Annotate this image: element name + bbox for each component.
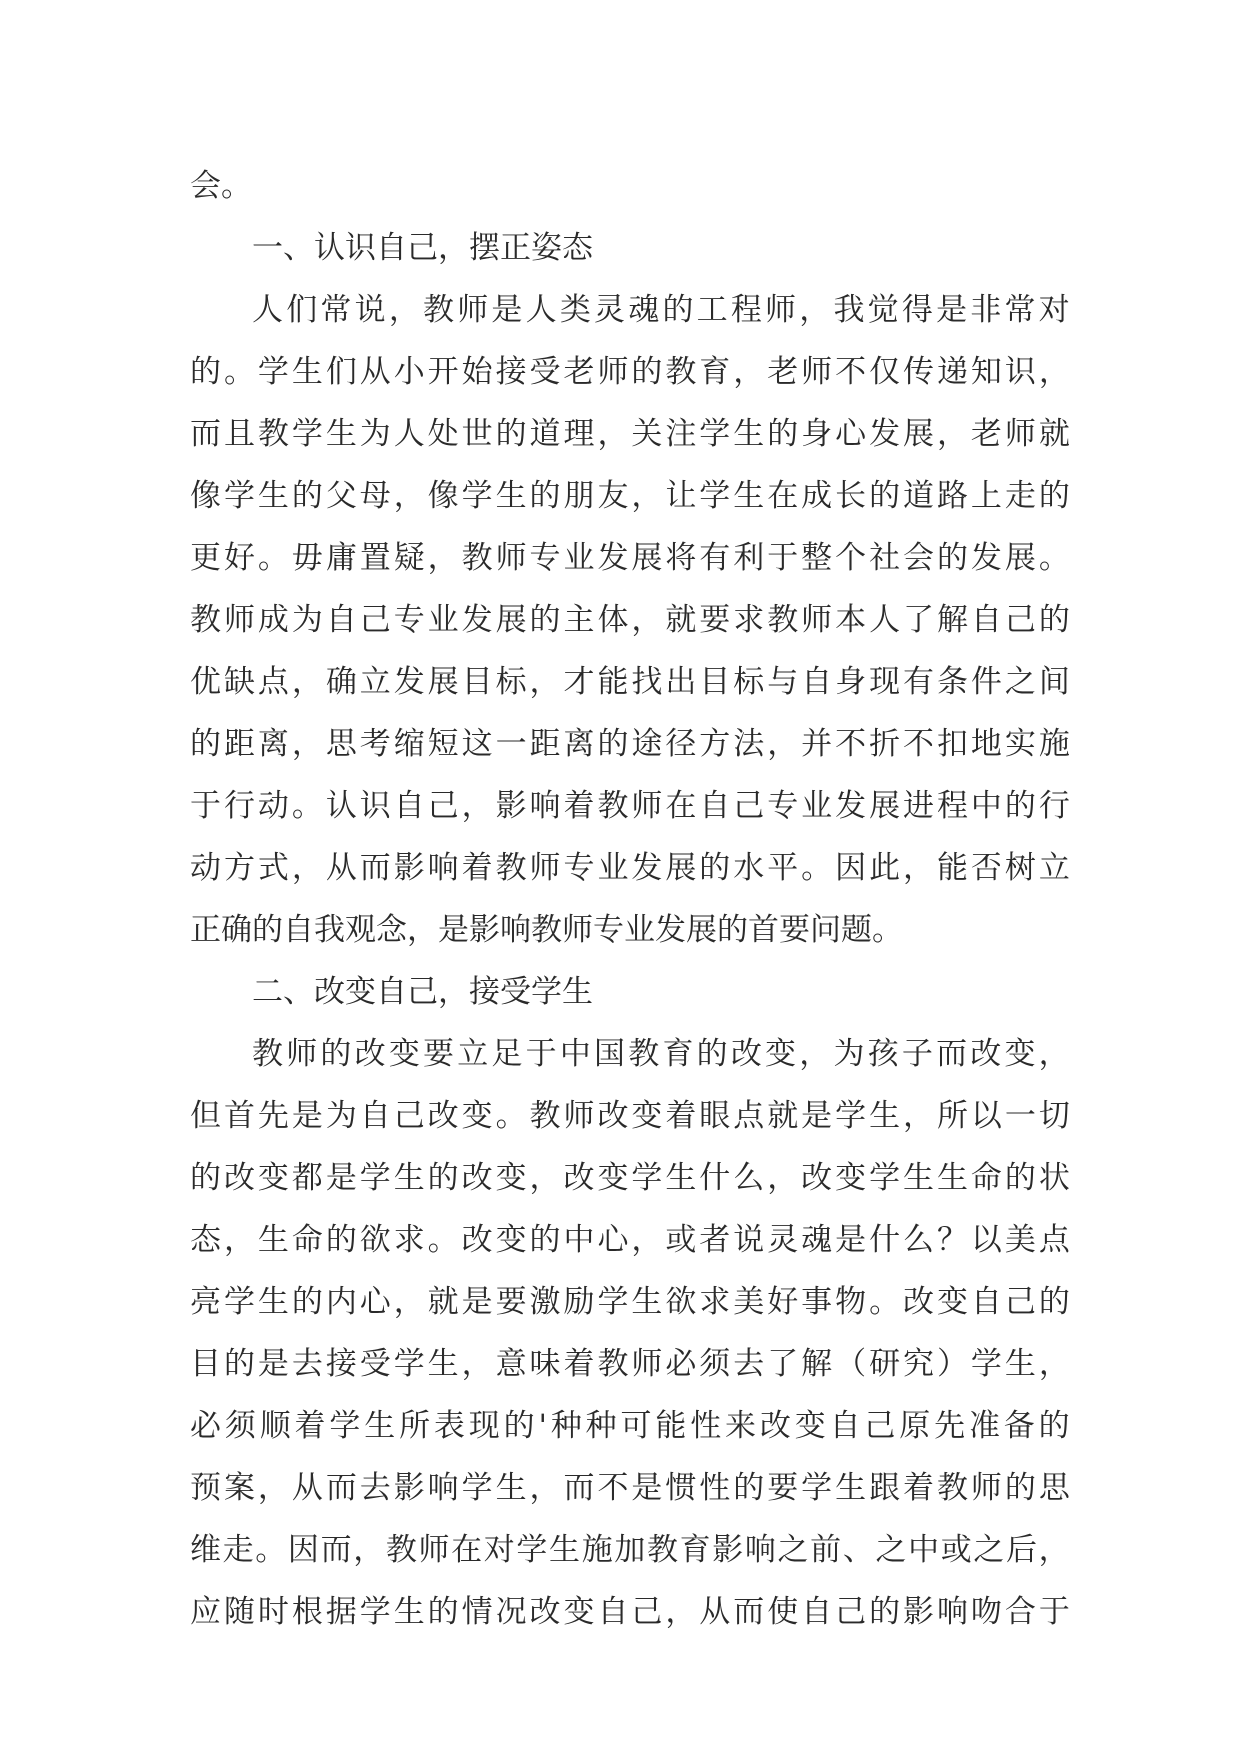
text-line: 教 师 的 改 变 要 立 足 于 中 国 教 育 的 改 变 ， 为 孩 子 而 改 变 ， bbox=[252, 1036, 1070, 1072]
text-line: 预 案 ， 从 而 去 影 响 学 生 ， 而 不 是 惯 性 的 要 学 生 跟 着 教 师 的 思 bbox=[190, 1470, 1070, 1506]
text-line: 会。 bbox=[190, 168, 252, 204]
text-line: 而 且 教 学 生 为 人 处 世 的 道 理 ， 关 注 学 生 的 身 心 发 展 ， 老 师 就 bbox=[190, 416, 1070, 452]
text-line: 一、认识自己，摆正姿态 bbox=[252, 230, 593, 266]
text-line: 目 的 是 去 接 受 学 生 ， 意 味 着 教 师 必 须 去 了 解 （ 研 究 ） 学 生 ， bbox=[190, 1346, 1070, 1382]
text-line: 人 们 常 说 ， 教 师 是 人 类 灵 魂 的 工 程 师 ， 我 觉 得 是 非 常 对 bbox=[252, 292, 1070, 328]
text-line: 教 师 成 为 自 己 专 业 发 展 的 主 体 ， 就 要 求 教 师 本 人 了 解 自 己 的 bbox=[190, 602, 1070, 638]
text-line: 维 走 。 因 而 ， 教 师 在 对 学 生 施 加 教 育 影 响 之 前 、 之 中 或 之 后 ， bbox=[190, 1532, 1070, 1568]
text-line: 必 须 顺 着 学 生 所 表 现 的 ' 种 种 可 能 性 来 改 变 自 己 原 先 准 备 的 bbox=[190, 1408, 1070, 1444]
text-line: 优 缺 点 ， 确 立 发 展 目 标 ， 才 能 找 出 目 标 与 自 身 现 有 条 件 之 间 bbox=[190, 664, 1070, 700]
text-line: 于 行 动 。 认 识 自 己 ， 影 响 着 教 师 在 自 己 专 业 发 展 进 程 中 的 行 bbox=[190, 788, 1070, 824]
document-body bbox=[190, 155, 1070, 1643]
text-line: 像 学 生 的 父 母 ， 像 学 生 的 朋 友 ， 让 学 生 在 成 长 的 道 路 上 走 的 bbox=[190, 478, 1070, 514]
text-line: 正确的自我观念，是影响教师专业发展的首要问题。 bbox=[190, 912, 903, 948]
text-line: 的 距 离 ， 思 考 缩 短 这 一 距 离 的 途 径 方 法 ， 并 不 折 不 扣 地 实 施 bbox=[190, 726, 1070, 762]
text-line: 但 首 先 是 为 自 己 改 变 。 教 师 改 变 着 眼 点 就 是 学 生 ， 所 以 一 切 bbox=[190, 1098, 1070, 1134]
text-line: 的 。 学 生 们 从 小 开 始 接 受 老 师 的 教 育 ， 老 师 不 仅 传 递 知 识 ， bbox=[190, 354, 1070, 390]
text-line: 更 好 。 毋 庸 置 疑 ， 教 师 专 业 发 展 将 有 利 于 整 个 社 会 的 发 展 。 bbox=[190, 540, 1070, 576]
text-line: 动 方 式 ， 从 而 影 响 着 教 师 专 业 发 展 的 水 平 。 因 此 ， 能 否 树 立 bbox=[190, 850, 1070, 886]
text-line: 亮 学 生 的 内 心 ， 就 是 要 激 励 学 生 欲 求 美 好 事 物 。 改 变 自 己 的 bbox=[190, 1284, 1070, 1320]
text-line: 应 随 时 根 据 学 生 的 情 况 改 变 自 己 ， 从 而 使 自 己 的 影 响 吻 合 于 bbox=[190, 1594, 1070, 1630]
text-line: 态 ， 生 命 的 欲 求 。 改 变 的 中 心 ， 或 者 说 灵 魂 是 什 么 ？ 以 美 点 bbox=[190, 1222, 1070, 1258]
text-line: 的 改 变 都 是 学 生 的 改 变 ， 改 变 学 生 什 么 ， 改 变 学 生 生 命 的 状 bbox=[190, 1160, 1070, 1196]
text-line: 二、改变自己，接受学生 bbox=[252, 974, 593, 1010]
